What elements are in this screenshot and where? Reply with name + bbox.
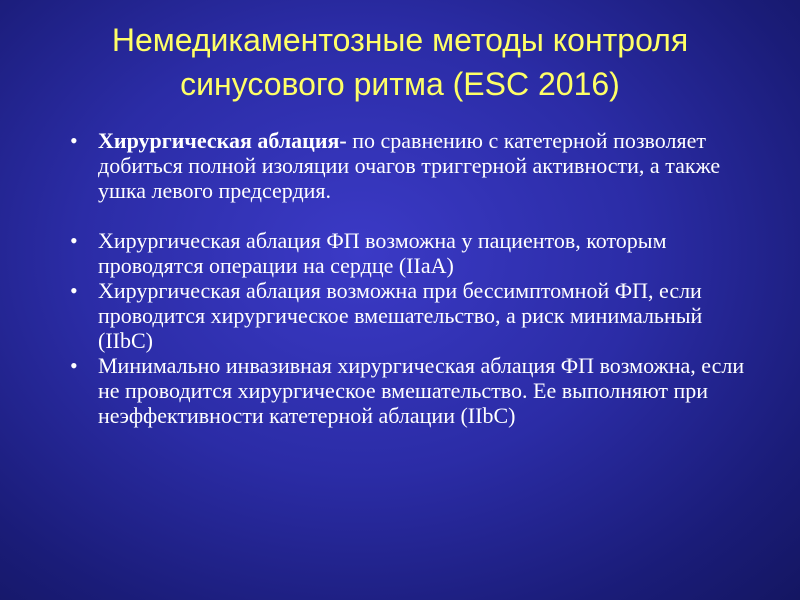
bullet-lead: Хирургическая аблация-	[98, 128, 347, 153]
slide-title: Немедикаментозные методы контроля синусового ритма (ESC 2016)	[111, 22, 689, 102]
bullet-text: Хирургическая аблация возможна при бессимптомной ФП, если проводится хирургическое вмешательство, а риск минимальный (IIbC)	[98, 278, 703, 353]
bullet-item	[68, 128, 748, 203]
bullet-text: Минимально инвазивная хирургическая аблация ФП возможна, если не проводится хирургическое вмешательство. Ее выполняют при неэффективности катетерной аблации (IIbC)	[98, 353, 745, 428]
bullet-icon: •	[70, 353, 78, 378]
bullet-icon: •	[70, 278, 78, 303]
bullet-text: Хирургическая аблация ФП возможна у пациентов, которым проводятся операции на сердце (IIaA)	[98, 228, 667, 278]
bullet-icon: •	[70, 128, 78, 153]
bullet-list	[68, 128, 748, 428]
bullet-item	[68, 278, 748, 353]
bullet-item	[68, 228, 748, 278]
bullet-item	[68, 353, 748, 428]
bullet-icon: •	[70, 228, 78, 253]
bullet-text: по сравнению с катетерной позволяет добиться полной изоляции очагов триггерной активности, а также ушка левого предсердия.	[98, 128, 721, 203]
